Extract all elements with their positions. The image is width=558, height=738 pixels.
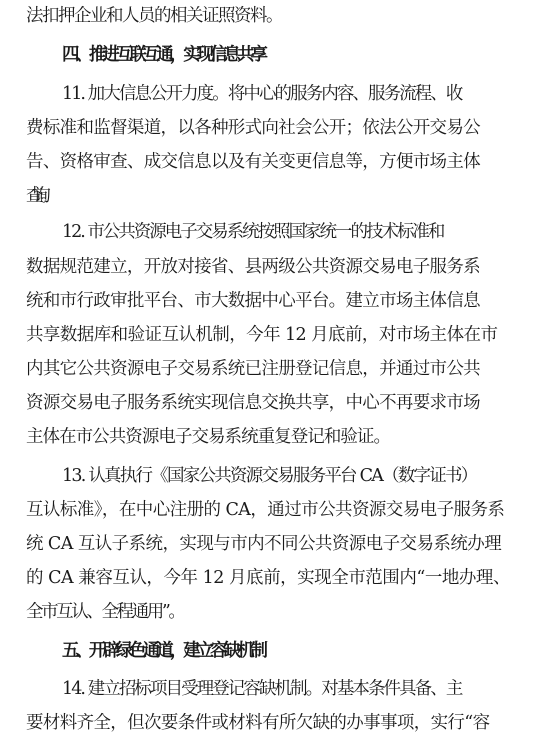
item-12-line-3: 统和市行政审批平台、市大数据中心平台。建立市场主体信息 — [26, 291, 480, 311]
item-12-line-7: 主体在市公共资源电子交易系统重复登记和验证。 — [26, 427, 390, 447]
item-12-line-1: 12. 市公共资源电子交易系统按照国家统一的技术标准和 — [62, 222, 444, 242]
item-12-line-6: 资源交易电子服务系统实现信息交换共享，中心不再要求市场 — [26, 393, 480, 413]
item-13-line-4: 的 CA 兼容互认，今年 12 月底前，实现全市范围内“一地办理、 — [26, 568, 510, 588]
item-11-line-3: 告、资格审查、成交信息以及有关变更信息等，方便市场主体 — [26, 152, 480, 172]
item-11-line-4: 查询。 — [26, 186, 48, 206]
item-14-line-2: 要材料齐全，但次要条件或材料有所欠缺的办事事项，实行“容 — [26, 713, 490, 733]
item-14-line-1: 14. 建立招标项目受理登记容缺机制。对基本条件具备、主 — [62, 679, 462, 699]
continuation-line: 法扣押企业和人员的相关证照资料。 — [26, 6, 282, 26]
item-11-line-2: 费标准和监督渠道，以各种形式向社会公开；依法公开交易公 — [26, 118, 480, 138]
section-4-heading: 四、推进互联互通，实现信息共享 — [62, 45, 264, 65]
item-13-line-5: 全市互认、全程通用”。 — [26, 602, 184, 622]
item-13-line-2: 互认标准》，在中心注册的 CA，通过市公共资源交易电子服务系 — [26, 500, 505, 520]
item-12-line-4: 共享数据库和验证互认机制，今年 12 月底前，对市场主体在市 — [26, 325, 498, 345]
item-12-line-5: 内其它公共资源电子交易系统已注册登记信息，并通过市公共 — [26, 359, 480, 379]
item-13-line-1: 13. 认真执行《国家公共资源交易服务平台 CA（数字证书） — [62, 466, 477, 486]
section-5-heading: 五、开辟绿色通道，建立容缺机制 — [62, 641, 264, 661]
item-11-line-1: 11. 加大信息公开力度。将中心的服务内容、服务流程、收 — [62, 84, 462, 104]
item-12-line-2: 数据规范建立，开放对接省、县两级公共资源交易电子服务系 — [26, 257, 480, 277]
item-13-line-3: 统 CA 互认子系统，实现与市内不同公共资源电子交易系统办理 — [26, 534, 502, 554]
